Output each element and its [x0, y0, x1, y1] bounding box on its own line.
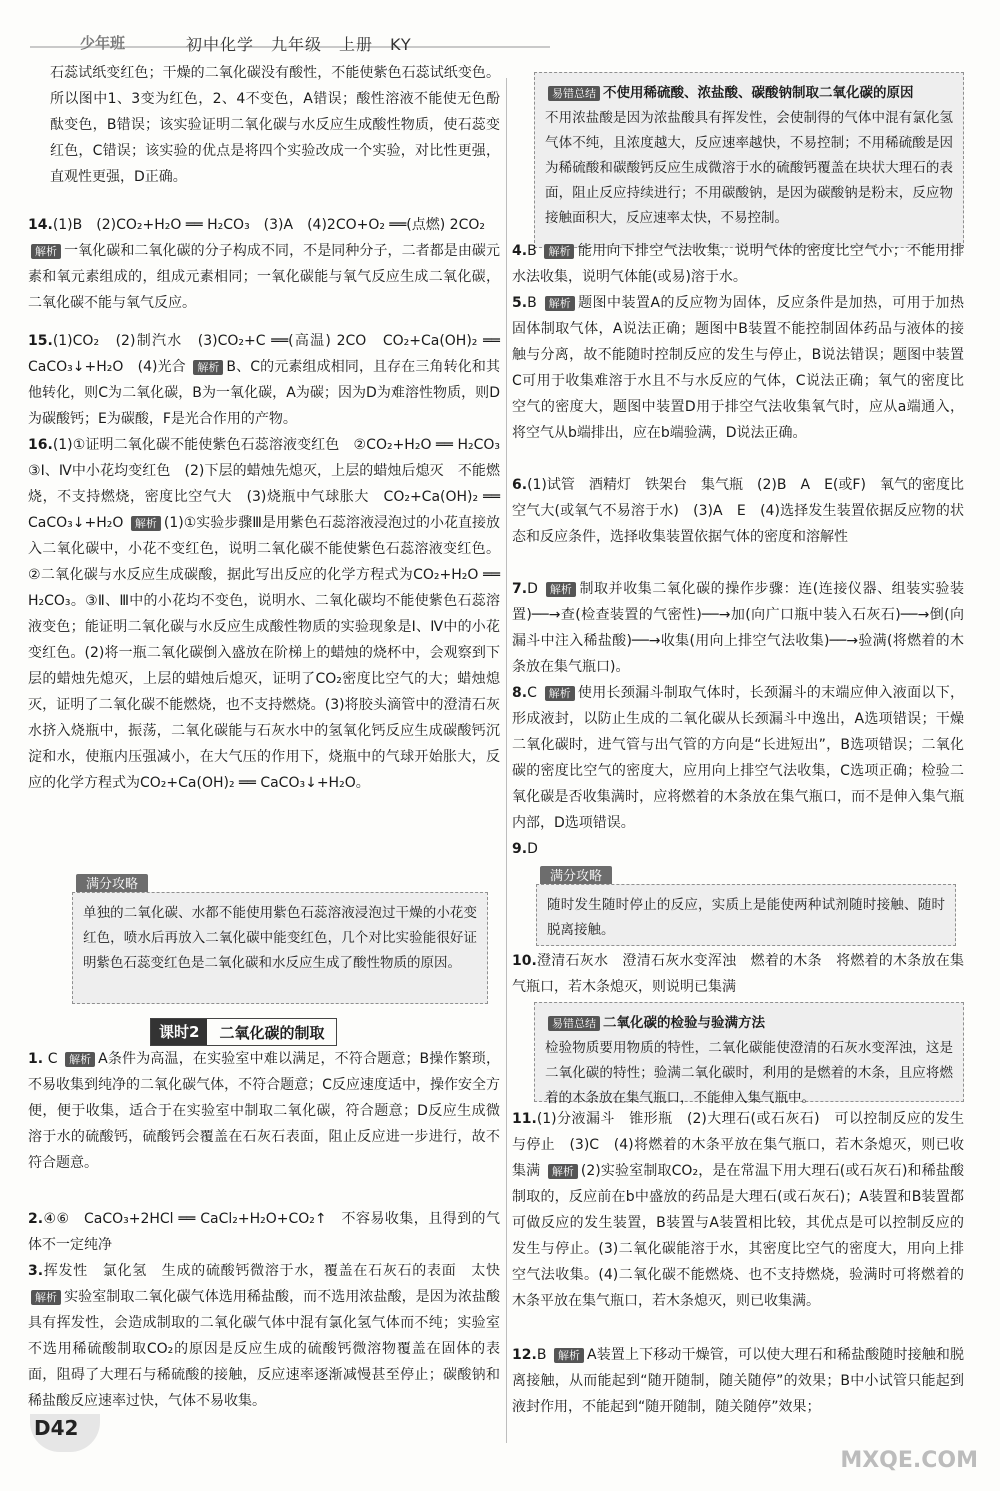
- answer-r9: 9.D: [512, 841, 538, 857]
- tip-label: 满分攻略: [540, 866, 612, 888]
- error-summary-tag: 易错总结: [548, 86, 600, 101]
- answer-16: 16.(1)①证明二氧化碳不能使紫色石蕊溶液变红色 ②CO₂+H₂O ══ H₂CO₃ ③Ⅰ、Ⅳ中小花均变红色 (2)下层的蜡烛先熄灭，上层的蜡烛后熄灭 不能燃烧，不支持燃烧，密度比空气大 (3)烧瓶中气球胀大 CO₂+Ca(OH)₂ ══ CaCO₃↓+H₂O 解析 (1)①实验步骤Ⅲ是用紫色石蕊溶液浸泡过的小花直接放入二氧化碳中，小花不变红色，说明二氧化碳不能使紫色石蕊溶液变红色。②二氧化碳与水反应生成碳酸，据此写出反应的化学方程式为CO₂+H₂O ══ H₂CO₃。③Ⅱ、Ⅲ中的小花均不变色，说明水、二氧化碳均不能使紫色石蕊溶液变色；能证明二氧化碳与水反应生成酸性物质的实验现象是Ⅰ、Ⅳ中的小花变红色。(2)将一瓶二氧化碳倒入盛放在阶梯上的蜡烛的烧杯中，会观察到下层的蜡烛先熄灭，上层的蜡烛后熄灭，证明了CO₂密度比空气的大；蜡烛熄灭，证明了二氧化碳不能燃烧，也不支持燃烧。(3)将胶头滴管中的澄清石灰水挤入烧瓶中，振荡，二氧化碳能与石灰水中的氢氧化钙反应生成碳酸钙沉淀和水，使瓶内压强减小，在大气压的作用下，烧瓶中的气球开始胀大，反应的化学方程式为CO₂+Ca(OH)₂ ══ CaCO₃↓+H₂O。: [28, 437, 514, 791]
- analysis-tag: 解析: [548, 1164, 578, 1179]
- page-number: D42: [34, 1416, 79, 1440]
- left-column: [28, 60, 514, 1440]
- error-summary-box-1: 易错总结 不使用稀硫酸、浓盐酸、碳酸钠制取二氧化碳的原因 不用浓盐酸是因为浓盐酸具有挥发性，会使制得的气体中混有氯化氢气体不纯，且浓度越大，反应速率越快，不易控制；不用稀硫酸是因为稀硫酸和碳酸钙反应生成微溶于水的硫酸钙覆盖在块状大理石的表面，阻止反应持续进行；不用碳酸钠，是因为碳酸钠是粉末，反应物接触面积大，反应速率太快，不易控制。: [534, 72, 964, 248]
- analysis-tag: 解析: [31, 244, 61, 259]
- analysis-tag: 解析: [554, 1348, 584, 1363]
- lesson2-answer-2: 2.④⑥ CaCO₃+2HCl ══ CaCl₂+H₂O+CO₂↑ 不容易收集，且得到的气体不一定纯净: [28, 1211, 500, 1253]
- answer-r6: 6.(1)试管 酒精灯 铁架台 集气瓶 (2)B A E(或F) 氧气的密度比空气大(或氧气不易溶于水) (3)A E (4)选择发生装置依据反应物的状态和反应条件，选择收集装置依据气体的密度和溶解性: [512, 477, 964, 545]
- tip-label: 满分攻略: [76, 874, 148, 896]
- answer-r4: 4.B 解析 能用向下排空气法收集，说明气体的密度比空气小；不能用排水法收集，说明气体能(或易)溶于水。: [512, 243, 965, 285]
- answer-r12: 12.B 解析 A装置上下移动干燥管，可以使大理石和稀盐酸随时接触和脱离接触，从而能起到“随开随制，随关随停”的效果；B中小试管只能起到液封作用，不能起到“随开随制，随关随停”效果；: [512, 1347, 965, 1415]
- error-summary-box-2: 易错总结 二氧化碳的检验与验满方法 检验物质要用物质的特性，二氧化碳能使澄清的石灰水变浑浊，这是二氧化碳的特性；验满二氧化碳时，利用的是燃着的木条，且应将燃着的木条放在集气瓶口，不能伸入集气瓶中。: [534, 1002, 964, 1102]
- error-summary-tag: 易错总结: [548, 1016, 600, 1031]
- lesson2-answer-3: 3.挥发性 氯化氢 生成的硫酸钙微溶于水，覆盖在石灰石的表面 太快 解析 实验室制取二氧化碳气体选用稀盐酸，而不选用浓盐酸，是因为浓盐酸具有挥发性，会造成制取的二氧化碳气体中混有氯化氢气体而不纯；实验室不选用稀硫酸制取CO₂的原因是反应生成的硫酸钙微溶物覆盖在固体的表面，阻碍了大理石与稀硫酸的接触，反应速率逐渐减慢甚至停止；碳酸钠和稀盐酸反应速率过快，气体不易收集。: [28, 1263, 500, 1409]
- answer-r10: 10.澄清石灰水 澄清石灰水变浑浊 燃着的木条 将燃着的木条放在集气瓶口，若木条熄灭，则说明已集满: [512, 953, 964, 995]
- column-divider: [506, 78, 507, 1443]
- answer-13-continued: 石蕊试纸变红色；干燥的二氧化碳没有酸性，不能使紫色石蕊试纸变色。所以图中1、3变为红色，2、4不变色，A错误；酸性溶液不能使无色酚酞变色，B错误；该实验证明二氧化碳与水反应生成酸性物质，使石蕊变红色，C错误；该实验的优点是将四个实验改成一个实验，对比性更强，直观性更强，D正确。: [50, 65, 500, 185]
- subject-line: 初中化学 九年级 上册 KY: [186, 35, 412, 54]
- answer-14: 14.(1)B (2)CO₂+H₂O ══ H₂CO₃ (3)A (4)2CO+O₂ ══(点燃) 2CO₂ 解析 一氧化碳和二氧化碳的分子构成不同，不是同种分子，二者都是由碳元素和氧元素组成的，组成元素相同；一氧化碳能与氧气反应生成二氧化碳，二氧化碳不能与氧气反应。: [28, 217, 500, 311]
- error-summary-title: 不使用稀硫酸、浓盐酸、碳酸钠制取二氧化碳的原因: [603, 85, 914, 101]
- answer-r5: 5.B 解析 题图中装置A的反应物为固体，反应条件是加热，可用于加热固体制取气体，A说法正确；题图中B装置不能控制固体药品与液体的接触与分离，故不能随时控制反应的发生与停止，B说法错误；题图中装置C可用于收集难溶于水且不与水反应的气体，C说法正确；氧气的密度比空气的密度大，题图中装置D用于排空气法收集氧气时，应从a端通入，将空气从b端排出，应在b端验满，D说法正确。: [512, 295, 965, 441]
- tip-box-1: 单独的二氧化碳、水都不能使用紫色石蕊溶液浸泡过干燥的小花变红色，喷水后再放入二氧化碳中能变红色，几个对比实验能很好证明紫色石蕊变红色是二氧化碳和水反应生成了酸性物质的原因。: [72, 892, 488, 1004]
- tip-box-2: 随时发生随时停止的反应，实质上是能使两种试剂随时接触、随时脱离接触。: [536, 884, 956, 946]
- watermark: MXQE.COM: [840, 1448, 978, 1473]
- analysis-tag: 解析: [193, 360, 223, 375]
- series-logo: 少年班: [80, 34, 126, 52]
- analysis-tag: 解析: [545, 296, 575, 311]
- analysis-tag: 解析: [545, 686, 575, 701]
- lesson2-answer-1: 1. C 解析 A条件为高温，在实验室中难以满足，不符合题意；B操作繁琐，不易收集到纯净的二氧化碳气体，不符合题意；C反应速度适中，操作安全方便，便于收集，适合于在实验室中制取二氧化碳，符合题意；D反应生成微溶于水的硫酸钙，硫酸钙会覆盖在石灰石表面，阻止反应进一步进行，故不符合题意。: [28, 1051, 500, 1171]
- analysis-tag: 解析: [31, 1290, 61, 1305]
- analysis-tag: 解析: [546, 582, 576, 597]
- error-summary-title: 二氧化碳的检验与验满方法: [603, 1015, 765, 1031]
- answer-r8: 8.C 解析 使用长颈漏斗制取气体时，长颈漏斗的末端应伸入液面以下，形成液封，以防止生成的二氧化碳从长颈漏斗中逸出，A选项错误；干燥二氧化碳时，进气管与出气管的方向是“长进短出”，B选项错误；二氧化碳的密度比空气的密度大，应用向上排空气法收集，C选项正确；检验二氧化碳是否收集满时，应将燃着的木条放在集气瓶口，而不是伸入集气瓶内部，D选项错误。: [512, 685, 965, 831]
- right-column: [512, 60, 966, 1440]
- answer-r7: 7.D 解析 制取并收集二氧化碳的操作步骤：连(连接仪器、组装实验装置)──→查(检查装置的气密性)──→加(向广口瓶中装入石灰石)──→倒(向漏斗中注入稀盐酸)──→收集(用向上排空气法收集)──→验满(将燃着的木条放在集气瓶口)。: [512, 581, 964, 675]
- analysis-tag: 解析: [544, 244, 574, 259]
- analysis-tag: 解析: [131, 516, 161, 531]
- answer-r11: 11.(1)分液漏斗 锥形瓶 (2)大理石(或石灰石) 可以控制反应的发生与停止 (3)C (4)将燃着的木条平放在集气瓶口，若木条熄灭，则已收集满 解析 (2)实验室制取CO₂，是在常温下用大理石(或石灰石)和稀盐酸制取的，反应前在b中盛放的药品是大理石(或石灰石)；A装置和B装置都可做反应的发生装置，B装置与A装置相比较，其优点是可以控制反应的发生与停止。(3)二氧化碳能溶于水，其密度比空气的密度大，用向上排空气法收集。(4)二氧化碳不能燃烧、也不支持燃烧，验满时可将燃着的木条平放在集气瓶口，若木条熄灭，则已收集满。: [512, 1111, 965, 1309]
- answer-15: 15.(1)CO₂ (2)制汽水 (3)CO₂+C ══(高温) 2CO CO₂+Ca(OH)₂ ══ CaCO₃↓+H₂O (4)光合 解析 B、C的元素组成相同，且存在三角转化和其他转化，则C为二氧化碳，B为一氧化碳，A为碳；因为D为难溶性物质，则D为碳酸钙；E为碳酸，F是光合作用的产物。: [28, 333, 501, 427]
- analysis-tag: 解析: [65, 1052, 95, 1067]
- lesson-heading: 课时2 二氧化碳的制取: [150, 1018, 337, 1046]
